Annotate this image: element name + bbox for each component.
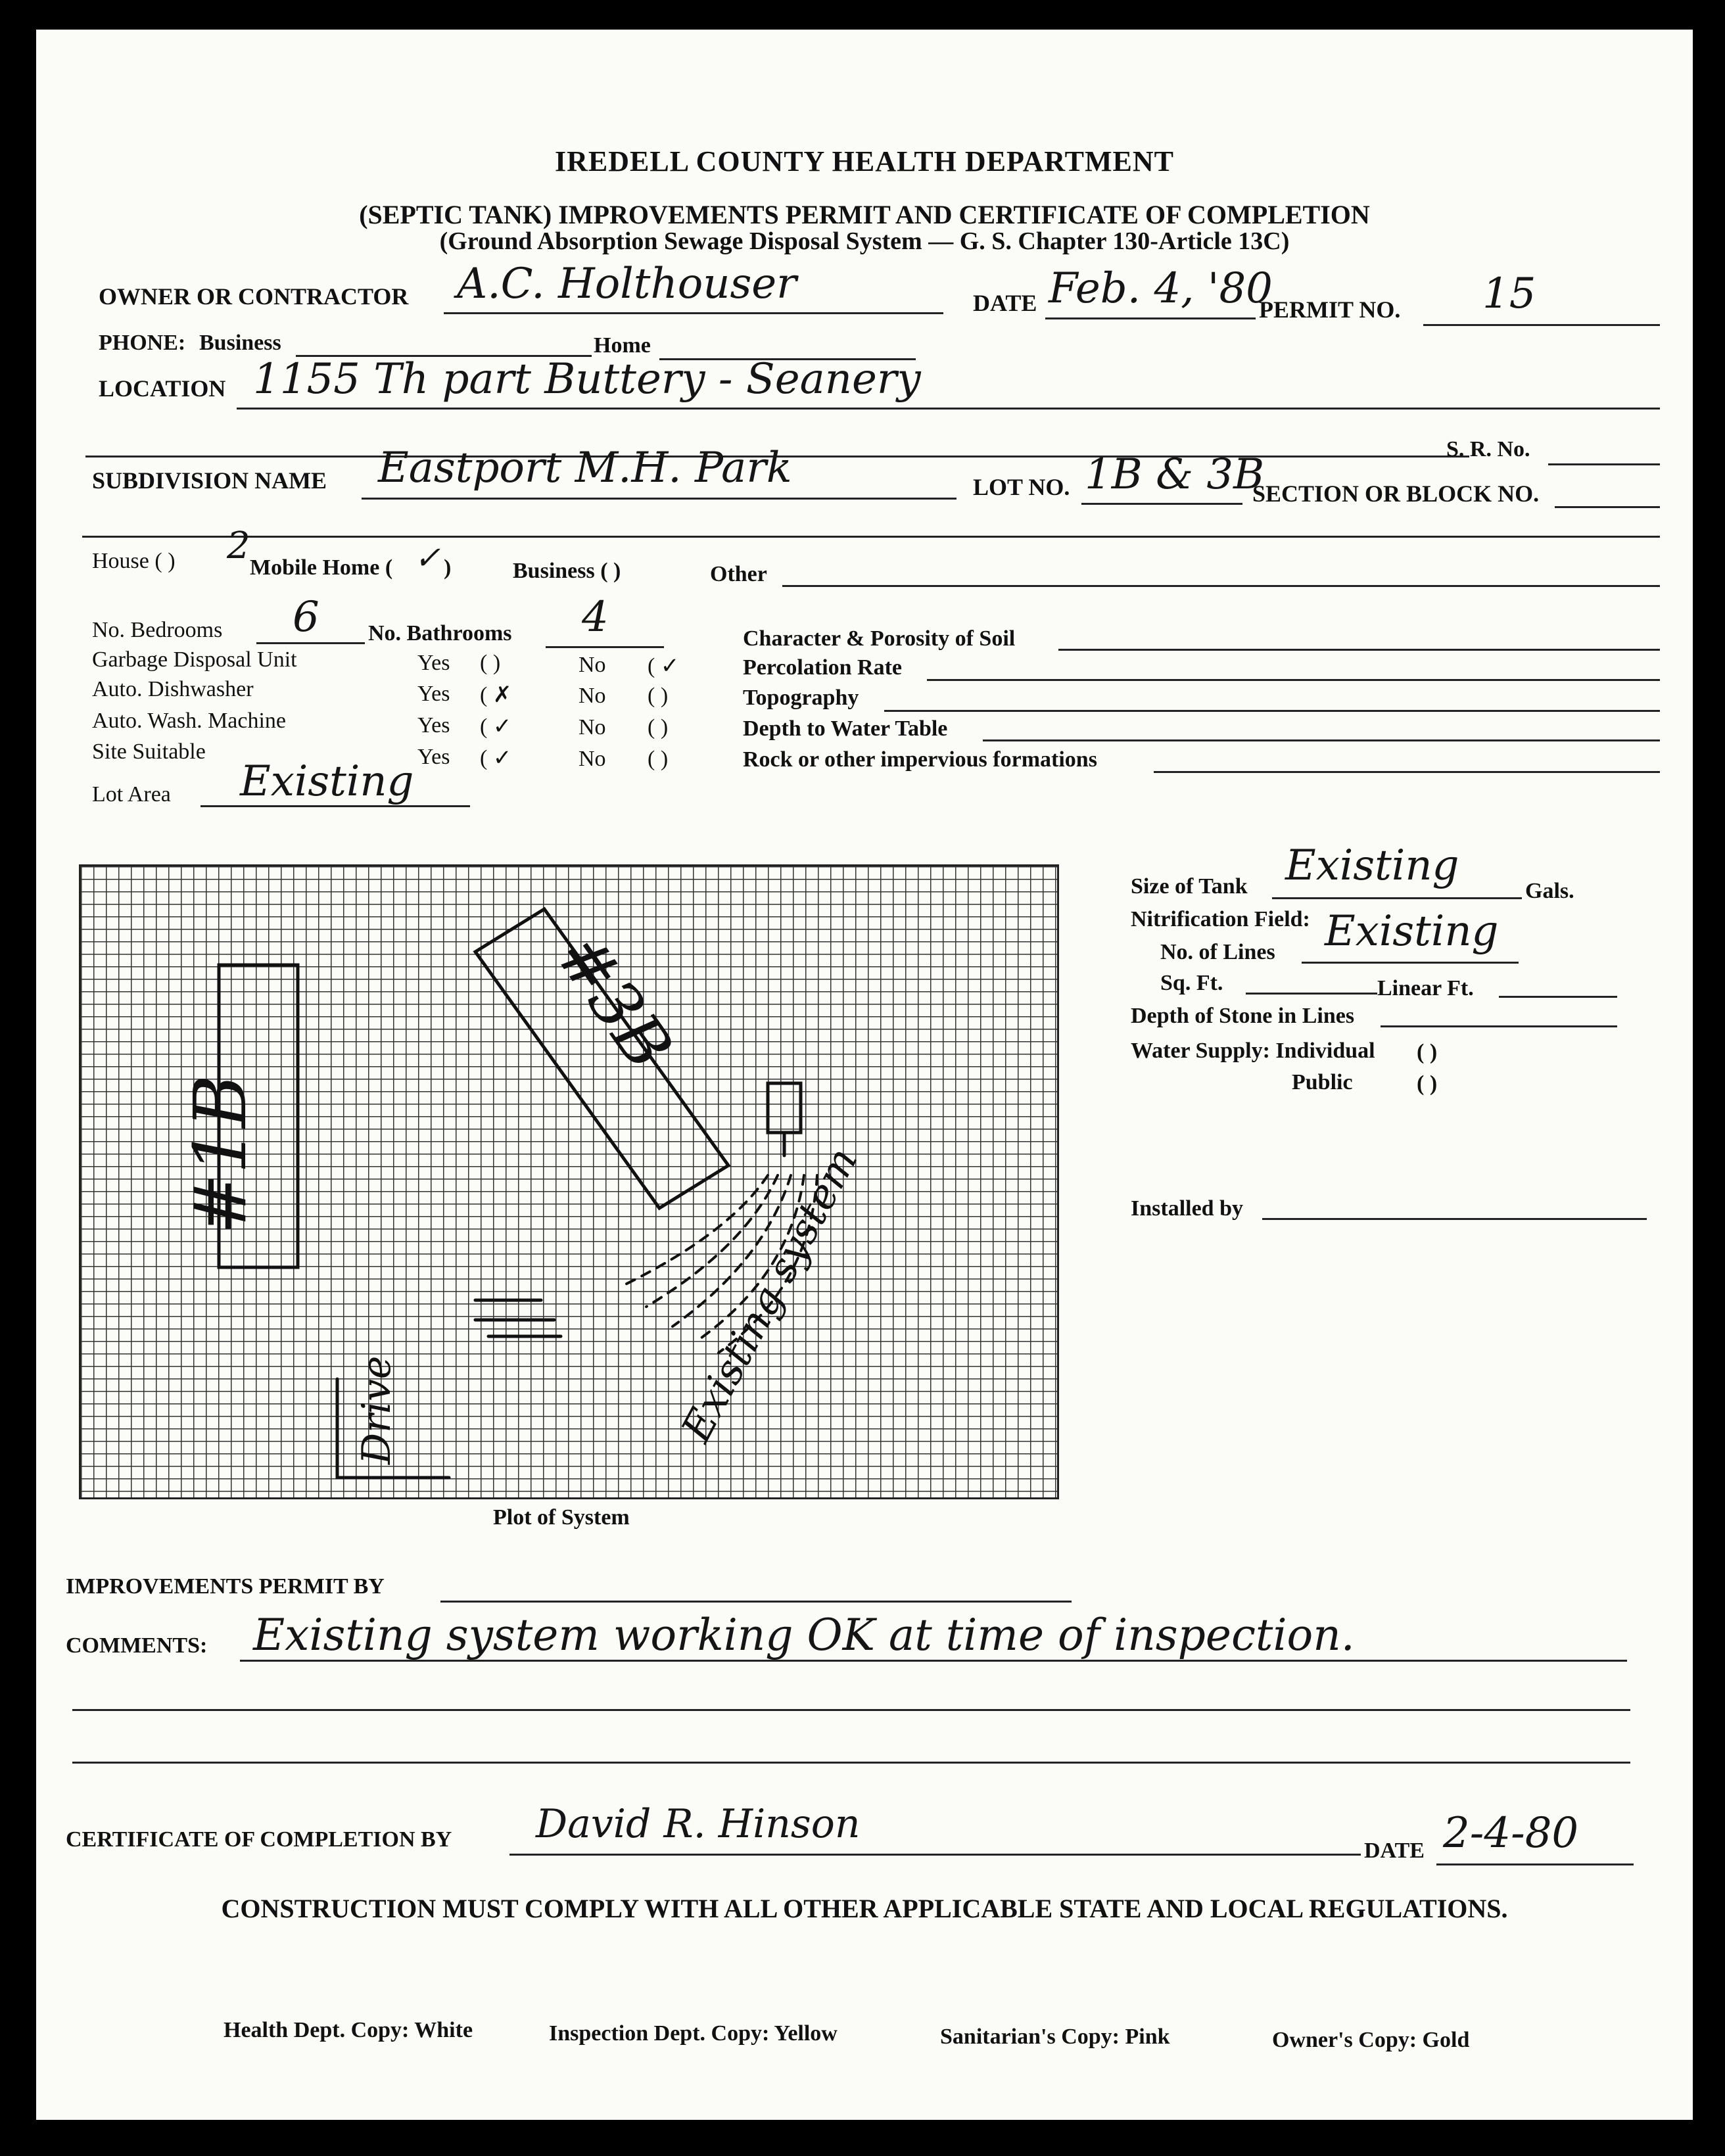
date-label: DATE bbox=[973, 290, 1037, 316]
topography-line bbox=[884, 710, 1660, 712]
certificate-date-line bbox=[1436, 1863, 1634, 1865]
copy-health: Health Dept. Copy: White bbox=[224, 2018, 473, 2042]
drive-label: Drive bbox=[354, 1355, 400, 1465]
individual-mark: ( ) bbox=[1417, 1040, 1438, 1064]
dishwasher-no-label: No bbox=[579, 684, 606, 708]
lot-label: LOT NO. bbox=[973, 474, 1070, 500]
permit-label: PERMIT NO. bbox=[1259, 296, 1401, 323]
comments-label: COMMENTS: bbox=[66, 1633, 208, 1658]
topography-label: Topography bbox=[743, 686, 859, 710]
improvements-line bbox=[440, 1601, 1072, 1603]
section-label: SECTION OR BLOCK NO. bbox=[1252, 480, 1540, 507]
copy-owner: Owner's Copy: Gold bbox=[1272, 2028, 1470, 2052]
phone-home-label: Home bbox=[594, 333, 651, 358]
stone-line bbox=[1381, 1025, 1617, 1027]
other-line bbox=[782, 585, 1660, 587]
lot-area-label: Lot Area bbox=[92, 782, 171, 807]
nitrification-label: Nitrification Field: bbox=[1131, 907, 1310, 931]
certificate-signature: David R. Hinson bbox=[536, 1801, 861, 1847]
plot-caption: Plot of System bbox=[493, 1505, 630, 1530]
bedrooms-line bbox=[256, 642, 365, 644]
public-label: Public bbox=[1292, 1070, 1353, 1094]
comments-line-2 bbox=[72, 1709, 1630, 1711]
water-table-line bbox=[983, 739, 1660, 741]
phone-label: PHONE: bbox=[99, 331, 186, 355]
certificate-date-value: 2-4-80 bbox=[1443, 1809, 1579, 1858]
washer-yes-mark: ( ✓ bbox=[480, 715, 512, 739]
installed-line bbox=[1262, 1218, 1647, 1220]
garbage-no-mark: ( ✓ bbox=[648, 654, 680, 678]
lot-line bbox=[1081, 503, 1242, 505]
lines-line bbox=[1302, 962, 1519, 964]
subdivision-line bbox=[362, 498, 957, 500]
location-label: LOCATION bbox=[99, 375, 226, 402]
water-table-label: Depth to Water Table bbox=[743, 716, 948, 741]
site-yes-mark: ( ✓ bbox=[480, 746, 512, 770]
location-line bbox=[237, 408, 1660, 410]
rock-label: Rock or other impervious formations bbox=[743, 747, 1097, 772]
form-subtitle: (Ground Absorption Sewage Disposal System — G. S. Chapter 130-Article 13C) bbox=[439, 227, 1290, 255]
sqft-line bbox=[1246, 993, 1377, 995]
business-type-label: Business ( ) bbox=[513, 559, 621, 583]
subdivision-value: Eastport M.H. Park bbox=[378, 444, 792, 492]
copy-sanitarian: Sanitarian's Copy: Pink bbox=[940, 2025, 1170, 2049]
house-mark: 2 bbox=[227, 525, 250, 567]
water-supply-label: Water Supply: Individual bbox=[1131, 1039, 1375, 1063]
dishwasher-yes-label: Yes bbox=[417, 682, 450, 706]
phone-business-label: Business bbox=[199, 331, 281, 355]
comments-value: Existing system working OK at time of inspection. bbox=[253, 1610, 1355, 1660]
septic-tank-shape bbox=[768, 1083, 801, 1133]
sqft-label: Sq. Ft. bbox=[1160, 971, 1223, 995]
divider-line bbox=[82, 536, 1660, 538]
lot-value: 1B & 3B bbox=[1085, 450, 1265, 499]
washer-label: Auto. Wash. Machine bbox=[92, 709, 287, 733]
linear-label: Linear Ft. bbox=[1377, 976, 1474, 1000]
tank-size-line bbox=[1272, 897, 1522, 899]
site-no-label: No bbox=[579, 747, 606, 771]
subdivision-label: SUBDIVISION NAME bbox=[92, 467, 327, 494]
soil-character-label: Character & Porosity of Soil bbox=[743, 626, 1016, 651]
bedrooms-value: 6 bbox=[293, 593, 319, 642]
washer-yes-label: Yes bbox=[417, 713, 450, 738]
dishwasher-yes-mark: ( ✗ bbox=[480, 683, 512, 707]
certificate-label: CERTIFICATE OF COMPLETION BY bbox=[66, 1827, 452, 1852]
mobile-home-close: ) bbox=[444, 555, 452, 580]
dishwasher-label: Auto. Dishwasher bbox=[92, 677, 254, 701]
other-label: Other bbox=[710, 562, 767, 586]
percolation-line bbox=[927, 679, 1660, 681]
bathrooms-line bbox=[546, 646, 664, 648]
bathrooms-value: 4 bbox=[582, 593, 609, 642]
certificate-line bbox=[509, 1854, 1361, 1856]
house-label: House ( ) bbox=[92, 549, 176, 573]
percolation-label: Percolation Rate bbox=[743, 655, 903, 680]
lot-1b-label: #1B bbox=[178, 1075, 262, 1234]
public-mark: ( ) bbox=[1417, 1071, 1438, 1096]
garbage-no-label: No bbox=[579, 653, 606, 677]
permit-line bbox=[1423, 324, 1660, 326]
sr-no-label: S. R. No. bbox=[1446, 437, 1530, 461]
lot-3b-label: #3B bbox=[541, 920, 688, 1083]
permit-form bbox=[36, 30, 1693, 2120]
garbage-yes-mark: ( ) bbox=[480, 651, 501, 675]
site-yes-label: Yes bbox=[417, 745, 450, 769]
plot-grid bbox=[79, 864, 1059, 1499]
permit-value: 15 bbox=[1482, 270, 1536, 318]
tank-size-value: Existing bbox=[1285, 841, 1459, 890]
soil-character-line bbox=[1058, 649, 1660, 651]
lot-area-value: Existing bbox=[240, 757, 414, 806]
owner-label: OWNER OR CONTRACTOR bbox=[99, 283, 409, 310]
owner-value: A.C. Holthouser bbox=[457, 260, 797, 308]
copy-inspection: Inspection Dept. Copy: Yellow bbox=[549, 2021, 838, 2046]
lines-value: Existing bbox=[1325, 907, 1499, 956]
garbage-label: Garbage Disposal Unit bbox=[92, 647, 297, 672]
site-suitable-label: Site Suitable bbox=[92, 739, 206, 764]
form-title: (SEPTIC TANK) IMPROVEMENTS PERMIT AND CERTIFICATE OF COMPLETION bbox=[359, 200, 1370, 229]
dishwasher-no-mark: ( ) bbox=[648, 684, 669, 708]
dash-line-1 bbox=[620, 1175, 768, 1287]
location-value: 1155 Th part Buttery - Seanery bbox=[253, 355, 921, 404]
mobile-home-label: Mobile Home ( bbox=[250, 555, 393, 580]
date-value: Feb. 4, '80 bbox=[1049, 264, 1273, 313]
existing-system-label: Existing system bbox=[671, 1139, 867, 1450]
gals-label: Gals. bbox=[1525, 879, 1574, 903]
rock-line bbox=[1154, 771, 1660, 773]
installed-label: Installed by bbox=[1131, 1196, 1243, 1221]
improvements-label: IMPROVEMENTS PERMIT BY bbox=[66, 1574, 385, 1599]
plot-sketch bbox=[81, 866, 1057, 1497]
site-no-mark: ( ) bbox=[648, 747, 669, 771]
garbage-yes-label: Yes bbox=[417, 651, 450, 675]
certificate-date-label: DATE bbox=[1364, 1839, 1425, 1863]
comments-line-3 bbox=[72, 1762, 1630, 1764]
bedrooms-label: No. Bedrooms bbox=[92, 618, 223, 642]
date-line bbox=[1045, 317, 1256, 319]
linear-line bbox=[1499, 996, 1617, 998]
washer-no-label: No bbox=[579, 715, 606, 739]
owner-line bbox=[444, 312, 943, 314]
sr-no-line bbox=[1548, 463, 1660, 465]
mobile-home-mark: ✓ bbox=[414, 540, 441, 576]
compliance-notice: CONSTRUCTION MUST COMPLY WITH ALL OTHER APPLICABLE STATE AND LOCAL REGULATIONS. bbox=[221, 1894, 1508, 1923]
tank-size-label: Size of Tank bbox=[1131, 874, 1248, 899]
bathrooms-label: No. Bathrooms bbox=[368, 621, 512, 645]
section-line bbox=[1555, 506, 1660, 508]
washer-no-mark: ( ) bbox=[648, 715, 669, 739]
stone-label: Depth of Stone in Lines bbox=[1131, 1004, 1355, 1028]
lines-label: No. of Lines bbox=[1160, 940, 1275, 964]
department-title: IREDELL COUNTY HEALTH DEPARTMENT bbox=[555, 145, 1174, 177]
